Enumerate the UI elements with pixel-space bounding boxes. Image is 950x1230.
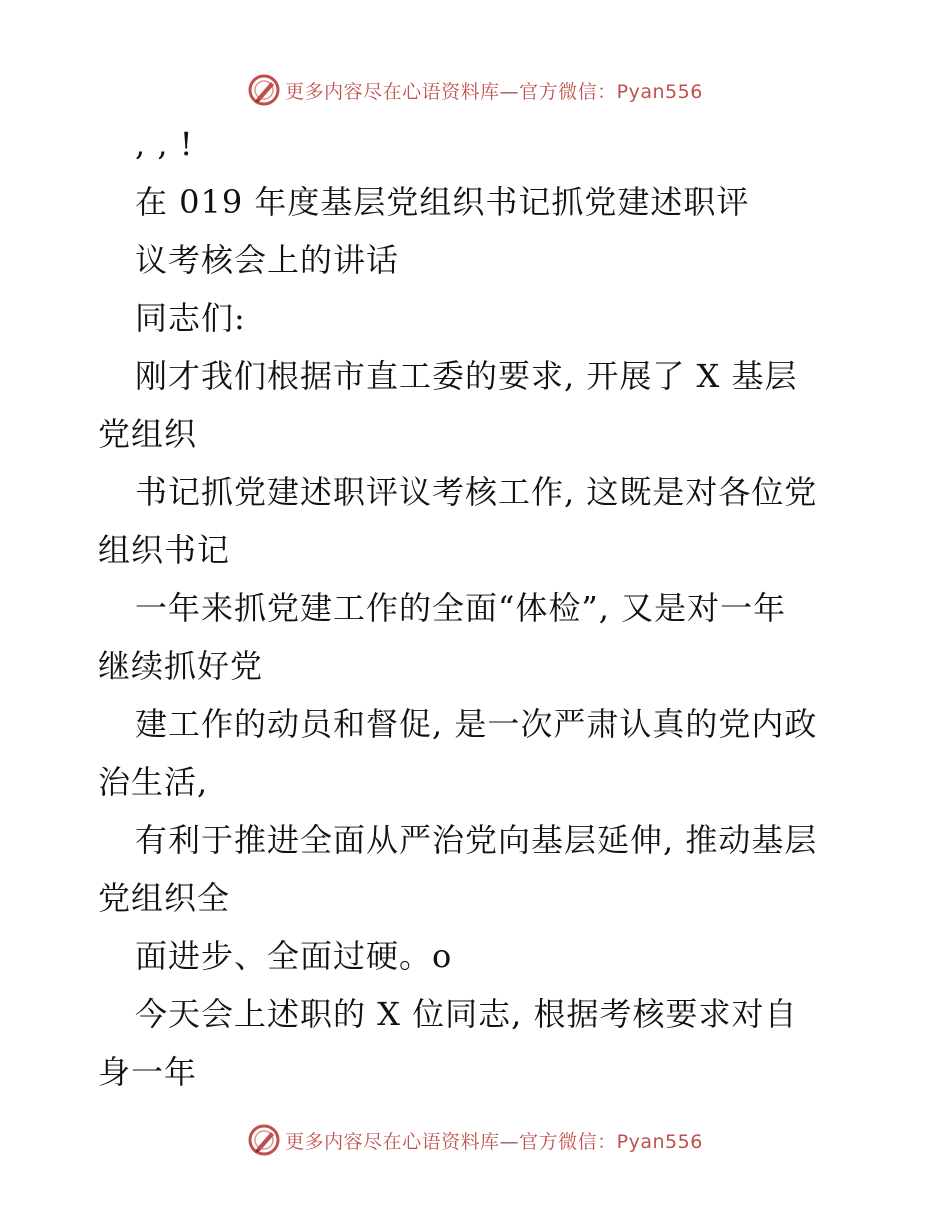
doc-line: 刚才我们根据市直工委的要求, 开展了 X 基层 (135, 357, 798, 395)
doc-line: 议考核会上的讲话 (135, 241, 400, 279)
header-banner-title: 更多内容尽在心语资料库 (285, 80, 500, 103)
pen-logo-icon (247, 73, 281, 107)
doc-line: 今天会上述职的 X 位同志, 根据考核要求对自 (135, 995, 798, 1033)
doc-line: 党组织全 (98, 879, 231, 917)
doc-line: 身一年 (98, 1053, 198, 1091)
doc-line: 组织书记 (98, 531, 231, 569)
doc-line: 有利于推进全面从严治党向基层延伸, 推动基层 (135, 821, 818, 859)
doc-line: 建工作的动员和督促, 是一次严肃认真的党内政 (135, 705, 818, 743)
header-banner-wechat: 官方微信：Pyan556 (519, 80, 703, 103)
doc-line: 在 019 年度基层党组织书记抓党建述职评 (135, 183, 750, 221)
pen-logo-icon (247, 1123, 281, 1157)
doc-line: 党组织 (98, 415, 198, 453)
doc-line: 一年来抓党建工作的全面“体检”, 又是对一年 (135, 589, 787, 627)
header-banner-text (285, 77, 703, 104)
header-banner-dash: — (499, 80, 520, 103)
footer-banner-text (285, 1127, 703, 1154)
header-banner-content (247, 73, 703, 107)
doc-line: 治生活, (98, 763, 209, 801)
header-banner (0, 70, 950, 110)
doc-line: 书记抓党建述职评议考核工作, 这既是对各位党 (135, 473, 818, 511)
doc-line: 继续抓好党 (98, 647, 264, 685)
footer-banner-wechat: 官方微信：Pyan556 (519, 1130, 703, 1153)
footer-banner-content (247, 1123, 703, 1157)
footer-banner-title: 更多内容尽在心语资料库 (285, 1130, 500, 1153)
footer-banner-dash: — (499, 1130, 520, 1153)
footer-banner (0, 1120, 950, 1160)
doc-line: 同志们: (135, 299, 246, 337)
doc-line: 面进步、全面过硬。o (135, 937, 453, 975)
doc-line: , , ! (135, 125, 194, 163)
